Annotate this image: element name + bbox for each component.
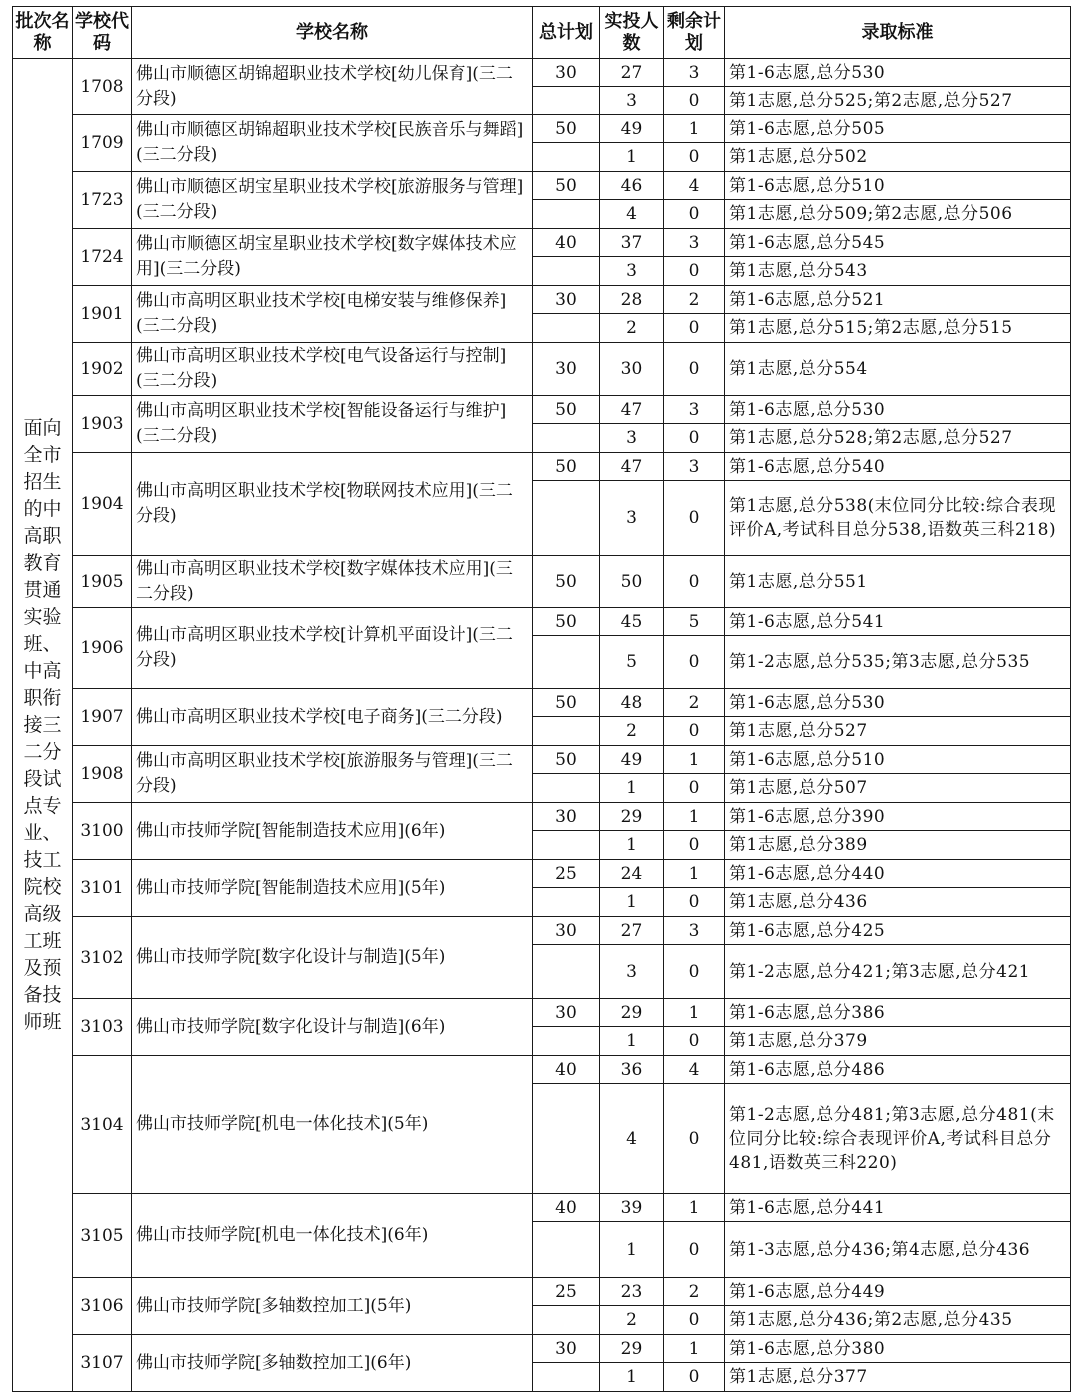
school-code-cell: 3104 bbox=[73, 1056, 132, 1194]
header-actual-count: 实投人数 bbox=[600, 7, 664, 59]
admission-standard-cell: 第1志愿,总分525;第2志愿,总分527 bbox=[725, 87, 1071, 115]
admission-standard-cell: 第1-6志愿,总分425 bbox=[725, 917, 1071, 945]
admission-standard-cell: 第1-6志愿,总分449 bbox=[725, 1278, 1071, 1306]
school-name-cell: 佛山市顺德区胡宝星职业技术学校[旅游服务与管理](三二分段) bbox=[132, 172, 533, 229]
school-name-cell: 佛山市技师学院[智能制造技术应用](5年) bbox=[132, 860, 533, 917]
admission-standard-cell: 第1志愿,总分551 bbox=[725, 556, 1071, 608]
remaining-plan-cell: 0 bbox=[664, 636, 725, 689]
actual-count-cell: 48 bbox=[600, 689, 664, 717]
total-plan-cell-empty bbox=[533, 717, 600, 746]
actual-count-cell: 36 bbox=[600, 1056, 664, 1084]
total-plan-cell: 30 bbox=[533, 803, 600, 831]
remaining-plan-cell: 0 bbox=[664, 1084, 725, 1194]
school-name-cell: 佛山市高明区职业技术学校[电气设备运行与控制](三二分段) bbox=[132, 343, 533, 396]
total-plan-cell-empty bbox=[533, 1027, 600, 1056]
total-plan-cell-empty bbox=[533, 1222, 600, 1278]
school-code-cell: 1906 bbox=[73, 608, 132, 689]
actual-count-cell: 4 bbox=[600, 1084, 664, 1194]
total-plan-cell: 30 bbox=[533, 343, 600, 396]
school-name-cell: 佛山市技师学院[多轴数控加工](5年) bbox=[132, 1278, 533, 1335]
total-plan-cell: 30 bbox=[533, 286, 600, 314]
actual-count-cell: 39 bbox=[600, 1194, 664, 1222]
remaining-plan-cell: 1 bbox=[664, 1194, 725, 1222]
remaining-plan-cell: 1 bbox=[664, 999, 725, 1027]
admission-standard-cell: 第1-6志愿,总分530 bbox=[725, 396, 1071, 424]
remaining-plan-cell: 0 bbox=[664, 200, 725, 229]
total-plan-cell: 50 bbox=[533, 172, 600, 200]
table-row bbox=[13, 917, 1071, 945]
school-code-cell: 3102 bbox=[73, 917, 132, 999]
school-code-cell: 1724 bbox=[73, 229, 132, 286]
total-plan-cell: 50 bbox=[533, 396, 600, 424]
admission-standard-cell: 第1-6志愿,总分380 bbox=[725, 1335, 1071, 1363]
admission-table-sheet bbox=[12, 6, 1070, 1392]
actual-count-cell: 27 bbox=[600, 917, 664, 945]
actual-count-cell: 2 bbox=[600, 1306, 664, 1335]
admission-standard-cell: 第1-6志愿,总分441 bbox=[725, 1194, 1071, 1222]
remaining-plan-cell: 2 bbox=[664, 286, 725, 314]
total-plan-cell: 30 bbox=[533, 999, 600, 1027]
admission-standard-cell: 第1-2志愿,总分421;第3志愿,总分421 bbox=[725, 945, 1071, 999]
admission-standard-cell: 第1-6志愿,总分390 bbox=[725, 803, 1071, 831]
school-name-cell: 佛山市高明区职业技术学校[计算机平面设计](三二分段) bbox=[132, 608, 533, 689]
total-plan-cell-empty bbox=[533, 87, 600, 115]
admission-standard-cell: 第1志愿,总分528;第2志愿,总分527 bbox=[725, 424, 1071, 453]
actual-count-cell: 46 bbox=[600, 172, 664, 200]
total-plan-cell-empty bbox=[533, 481, 600, 556]
actual-count-cell: 1 bbox=[600, 888, 664, 917]
remaining-plan-cell: 1 bbox=[664, 860, 725, 888]
actual-count-cell: 24 bbox=[600, 860, 664, 888]
school-name-cell: 佛山市高明区职业技术学校[物联网技术应用](三二分段) bbox=[132, 453, 533, 556]
actual-count-cell: 50 bbox=[600, 556, 664, 608]
school-name-cell: 佛山市顺德区胡锦超职业技术学校[幼儿保育](三二分段) bbox=[132, 59, 533, 115]
admission-standard-cell: 第1-6志愿,总分521 bbox=[725, 286, 1071, 314]
school-code-cell: 3106 bbox=[73, 1278, 132, 1335]
admission-standard-cell: 第1志愿,总分538(末位同分比较:综合表现评价A,考试科目总分538,语数英三科218) bbox=[725, 481, 1071, 556]
actual-count-cell: 47 bbox=[600, 396, 664, 424]
actual-count-cell: 27 bbox=[600, 59, 664, 87]
admission-standard-cell: 第1-3志愿,总分436;第4志愿,总分436 bbox=[725, 1222, 1071, 1278]
total-plan-cell: 30 bbox=[533, 59, 600, 87]
total-plan-cell-empty bbox=[533, 774, 600, 803]
actual-count-cell: 29 bbox=[600, 999, 664, 1027]
admission-standard-cell: 第1-6志愿,总分440 bbox=[725, 860, 1071, 888]
school-code-cell: 1903 bbox=[73, 396, 132, 453]
table-row bbox=[13, 556, 1071, 608]
school-code-cell: 1708 bbox=[73, 59, 132, 115]
admission-standard-cell: 第1-6志愿,总分545 bbox=[725, 229, 1071, 257]
remaining-plan-cell: 0 bbox=[664, 343, 725, 396]
remaining-plan-cell: 0 bbox=[664, 143, 725, 172]
table-row bbox=[13, 172, 1071, 200]
table-row bbox=[13, 453, 1071, 481]
actual-count-cell: 30 bbox=[600, 343, 664, 396]
school-code-cell: 3107 bbox=[73, 1335, 132, 1392]
total-plan-cell-empty bbox=[533, 831, 600, 860]
remaining-plan-cell: 2 bbox=[664, 1278, 725, 1306]
total-plan-cell: 50 bbox=[533, 746, 600, 774]
actual-count-cell: 29 bbox=[600, 1335, 664, 1363]
actual-count-cell: 47 bbox=[600, 453, 664, 481]
admission-standard-cell: 第1-6志愿,总分505 bbox=[725, 115, 1071, 143]
admission-standard-cell: 第1-6志愿,总分510 bbox=[725, 172, 1071, 200]
school-code-cell: 1908 bbox=[73, 746, 132, 803]
table-row bbox=[13, 860, 1071, 888]
total-plan-cell: 50 bbox=[533, 115, 600, 143]
table-row bbox=[13, 746, 1071, 774]
admission-standard-cell: 第1-6志愿,总分386 bbox=[725, 999, 1071, 1027]
school-name-cell: 佛山市技师学院[机电一体化技术](6年) bbox=[132, 1194, 533, 1278]
total-plan-cell-empty bbox=[533, 888, 600, 917]
admission-standard-cell: 第1-2志愿,总分481;第3志愿,总分481(末位同分比较:综合表现评价A,考试科目总分481,语数英三科220) bbox=[725, 1084, 1071, 1194]
table-row bbox=[13, 115, 1071, 143]
remaining-plan-cell: 0 bbox=[664, 1363, 725, 1392]
table-row bbox=[13, 608, 1071, 636]
admission-standard-cell: 第1志愿,总分436 bbox=[725, 888, 1071, 917]
total-plan-cell: 25 bbox=[533, 860, 600, 888]
admission-standard-cell: 第1-6志愿,总分530 bbox=[725, 59, 1071, 87]
total-plan-cell-empty bbox=[533, 314, 600, 343]
actual-count-cell: 3 bbox=[600, 87, 664, 115]
actual-count-cell: 4 bbox=[600, 200, 664, 229]
school-code-cell: 1907 bbox=[73, 689, 132, 746]
school-name-cell: 佛山市技师学院[智能制造技术应用](6年) bbox=[132, 803, 533, 860]
school-code-cell: 3100 bbox=[73, 803, 132, 860]
header-school-name: 学校名称 bbox=[132, 7, 533, 59]
school-code-cell: 1901 bbox=[73, 286, 132, 343]
remaining-plan-cell: 0 bbox=[664, 556, 725, 608]
actual-count-cell: 37 bbox=[600, 229, 664, 257]
actual-count-cell: 49 bbox=[600, 115, 664, 143]
school-name-cell: 佛山市技师学院[数字化设计与制造](6年) bbox=[132, 999, 533, 1056]
total-plan-cell: 50 bbox=[533, 608, 600, 636]
actual-count-cell: 2 bbox=[600, 314, 664, 343]
remaining-plan-cell: 3 bbox=[664, 396, 725, 424]
actual-count-cell: 29 bbox=[600, 803, 664, 831]
header-school-code: 学校代码 bbox=[73, 7, 132, 59]
school-name-cell: 佛山市顺德区胡锦超职业技术学校[民族音乐与舞蹈](三二分段) bbox=[132, 115, 533, 172]
actual-count-cell: 1 bbox=[600, 1363, 664, 1392]
total-plan-cell-empty bbox=[533, 1306, 600, 1335]
batch-name-cell: 面向全市招生的中高职教育贯通实验班、中高职衔接三二分段试点专业、技工院校高级工班及预备技师班 bbox=[13, 59, 73, 1392]
actual-count-cell: 49 bbox=[600, 746, 664, 774]
remaining-plan-cell: 3 bbox=[664, 917, 725, 945]
actual-count-cell: 1 bbox=[600, 143, 664, 172]
school-code-cell: 1902 bbox=[73, 343, 132, 396]
school-name-cell: 佛山市高明区职业技术学校[数字媒体技术应用](三二分段) bbox=[132, 556, 533, 608]
remaining-plan-cell: 0 bbox=[664, 1222, 725, 1278]
admission-standard-cell: 第1志愿,总分527 bbox=[725, 717, 1071, 746]
total-plan-cell-empty bbox=[533, 143, 600, 172]
header-remaining-plan: 剩余计划 bbox=[664, 7, 725, 59]
total-plan-cell: 50 bbox=[533, 689, 600, 717]
admission-standard-cell: 第1志愿,总分436;第2志愿,总分435 bbox=[725, 1306, 1071, 1335]
admission-standard-cell: 第1-6志愿,总分530 bbox=[725, 689, 1071, 717]
admission-standard-cell: 第1-6志愿,总分541 bbox=[725, 608, 1071, 636]
actual-count-cell: 1 bbox=[600, 831, 664, 860]
school-name-cell: 佛山市高明区职业技术学校[电子商务](三二分段) bbox=[132, 689, 533, 746]
admission-standard-cell: 第1志愿,总分509;第2志愿,总分506 bbox=[725, 200, 1071, 229]
admission-standard-cell: 第1志愿,总分554 bbox=[725, 343, 1071, 396]
remaining-plan-cell: 1 bbox=[664, 1335, 725, 1363]
total-plan-cell-empty bbox=[533, 200, 600, 229]
total-plan-cell-empty bbox=[533, 1084, 600, 1194]
header-total-plan: 总计划 bbox=[533, 7, 600, 59]
admission-standard-cell: 第1志愿,总分507 bbox=[725, 774, 1071, 803]
school-code-cell: 1723 bbox=[73, 172, 132, 229]
school-code-cell: 1905 bbox=[73, 556, 132, 608]
table-row bbox=[13, 343, 1071, 396]
total-plan-cell-empty bbox=[533, 424, 600, 453]
remaining-plan-cell: 1 bbox=[664, 115, 725, 143]
actual-count-cell: 3 bbox=[600, 424, 664, 453]
remaining-plan-cell: 0 bbox=[664, 717, 725, 746]
actual-count-cell: 3 bbox=[600, 945, 664, 999]
total-plan-cell: 40 bbox=[533, 1056, 600, 1084]
school-code-cell: 3105 bbox=[73, 1194, 132, 1278]
school-name-cell: 佛山市技师学院[机电一体化技术](5年) bbox=[132, 1056, 533, 1194]
remaining-plan-cell: 0 bbox=[664, 424, 725, 453]
remaining-plan-cell: 0 bbox=[664, 888, 725, 917]
remaining-plan-cell: 1 bbox=[664, 803, 725, 831]
actual-count-cell: 3 bbox=[600, 481, 664, 556]
remaining-plan-cell: 3 bbox=[664, 453, 725, 481]
actual-count-cell: 23 bbox=[600, 1278, 664, 1306]
school-name-cell: 佛山市高明区职业技术学校[电梯安装与维修保养](三二分段) bbox=[132, 286, 533, 343]
school-name-cell: 佛山市高明区职业技术学校[智能设备运行与维护](三二分段) bbox=[132, 396, 533, 453]
actual-count-cell: 2 bbox=[600, 717, 664, 746]
table-row bbox=[13, 59, 1071, 87]
total-plan-cell-empty bbox=[533, 1363, 600, 1392]
remaining-plan-cell: 5 bbox=[664, 608, 725, 636]
school-name-cell: 佛山市技师学院[数字化设计与制造](5年) bbox=[132, 917, 533, 999]
admission-standard-cell: 第1-6志愿,总分540 bbox=[725, 453, 1071, 481]
header-admission-standard: 录取标准 bbox=[725, 7, 1071, 59]
table-row bbox=[13, 1194, 1071, 1222]
table-body bbox=[13, 59, 1071, 1392]
total-plan-cell: 30 bbox=[533, 917, 600, 945]
table-row bbox=[13, 803, 1071, 831]
table-row bbox=[13, 1278, 1071, 1306]
header-row bbox=[13, 7, 1071, 59]
remaining-plan-cell: 1 bbox=[664, 746, 725, 774]
admission-standard-cell: 第1-6志愿,总分486 bbox=[725, 1056, 1071, 1084]
remaining-plan-cell: 0 bbox=[664, 87, 725, 115]
actual-count-cell: 1 bbox=[600, 774, 664, 803]
school-code-cell: 3101 bbox=[73, 860, 132, 917]
admission-standard-cell: 第1志愿,总分389 bbox=[725, 831, 1071, 860]
remaining-plan-cell: 3 bbox=[664, 59, 725, 87]
actual-count-cell: 3 bbox=[600, 257, 664, 286]
school-code-cell: 1904 bbox=[73, 453, 132, 556]
remaining-plan-cell: 4 bbox=[664, 172, 725, 200]
school-code-cell: 3103 bbox=[73, 999, 132, 1056]
table-row bbox=[13, 396, 1071, 424]
remaining-plan-cell: 0 bbox=[664, 1027, 725, 1056]
table-row bbox=[13, 1056, 1071, 1084]
table-row bbox=[13, 1335, 1071, 1363]
admission-table bbox=[12, 6, 1071, 1392]
actual-count-cell: 1 bbox=[600, 1027, 664, 1056]
school-name-cell: 佛山市高明区职业技术学校[旅游服务与管理](三二分段) bbox=[132, 746, 533, 803]
actual-count-cell: 1 bbox=[600, 1222, 664, 1278]
actual-count-cell: 5 bbox=[600, 636, 664, 689]
header-batch: 批次名称 bbox=[13, 7, 73, 59]
school-code-cell: 1709 bbox=[73, 115, 132, 172]
actual-count-cell: 28 bbox=[600, 286, 664, 314]
remaining-plan-cell: 3 bbox=[664, 229, 725, 257]
admission-standard-cell: 第1-2志愿,总分535;第3志愿,总分535 bbox=[725, 636, 1071, 689]
remaining-plan-cell: 4 bbox=[664, 1056, 725, 1084]
total-plan-cell: 40 bbox=[533, 229, 600, 257]
school-name-cell: 佛山市顺德区胡宝星职业技术学校[数字媒体技术应用](三二分段) bbox=[132, 229, 533, 286]
school-name-cell: 佛山市技师学院[多轴数控加工](6年) bbox=[132, 1335, 533, 1392]
table-row bbox=[13, 999, 1071, 1027]
admission-standard-cell: 第1志愿,总分502 bbox=[725, 143, 1071, 172]
table-row bbox=[13, 689, 1071, 717]
actual-count-cell: 45 bbox=[600, 608, 664, 636]
admission-standard-cell: 第1-6志愿,总分510 bbox=[725, 746, 1071, 774]
remaining-plan-cell: 0 bbox=[664, 1306, 725, 1335]
total-plan-cell: 40 bbox=[533, 1194, 600, 1222]
remaining-plan-cell: 0 bbox=[664, 831, 725, 860]
table-row bbox=[13, 286, 1071, 314]
total-plan-cell: 30 bbox=[533, 1335, 600, 1363]
remaining-plan-cell: 0 bbox=[664, 314, 725, 343]
total-plan-cell: 50 bbox=[533, 453, 600, 481]
remaining-plan-cell: 0 bbox=[664, 945, 725, 999]
admission-standard-cell: 第1志愿,总分377 bbox=[725, 1363, 1071, 1392]
admission-standard-cell: 第1志愿,总分515;第2志愿,总分515 bbox=[725, 314, 1071, 343]
total-plan-cell-empty bbox=[533, 636, 600, 689]
remaining-plan-cell: 0 bbox=[664, 774, 725, 803]
remaining-plan-cell: 0 bbox=[664, 481, 725, 556]
remaining-plan-cell: 2 bbox=[664, 689, 725, 717]
total-plan-cell: 25 bbox=[533, 1278, 600, 1306]
admission-standard-cell: 第1志愿,总分379 bbox=[725, 1027, 1071, 1056]
total-plan-cell: 50 bbox=[533, 556, 600, 608]
table-row bbox=[13, 229, 1071, 257]
admission-standard-cell: 第1志愿,总分543 bbox=[725, 257, 1071, 286]
total-plan-cell-empty bbox=[533, 257, 600, 286]
total-plan-cell-empty bbox=[533, 945, 600, 999]
remaining-plan-cell: 0 bbox=[664, 257, 725, 286]
